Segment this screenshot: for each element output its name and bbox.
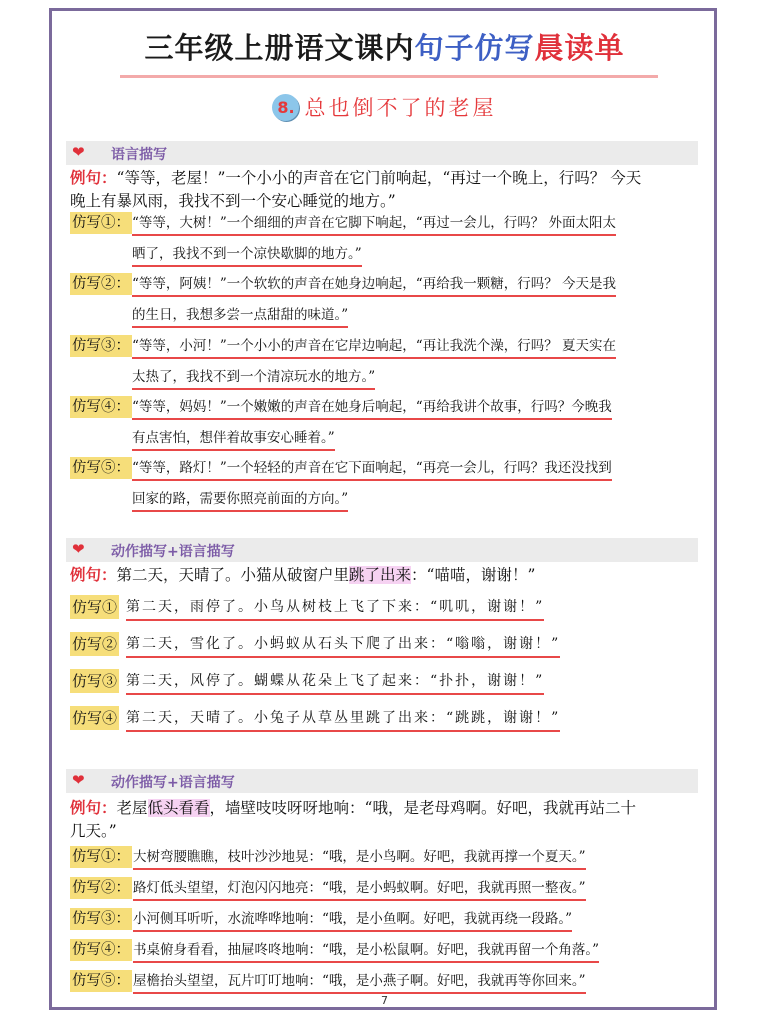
section-heading-1: ❤ 语言描写 bbox=[66, 141, 698, 165]
section-heading-3: ❤ 动作描写+语言描写 bbox=[66, 769, 698, 793]
highlighted-phrase: 低头看看 bbox=[147, 799, 210, 817]
lesson-heading bbox=[0, 92, 769, 122]
lesson-number-badge: 8. bbox=[272, 94, 299, 121]
heart-icon: ❤ bbox=[72, 540, 85, 558]
example-sentence-3: 例句：老屋低头看看，墙壁吱吱呀呀地响：“哦，是老母鸡啊。好吧，我就再站二十 几天。” bbox=[70, 798, 636, 840]
example-sentence-2: 例句：第二天，天晴了。小猫从破窗户里跳了出来：“喵喵，谢谢！” bbox=[70, 565, 536, 584]
highlighted-phrase: 跳了出来 bbox=[349, 566, 412, 584]
heart-icon: ❤ bbox=[72, 771, 85, 789]
example-sentence-1: 例句：“等等，老屋！”一个小小的声音在它门前响起，“再过一个晚上，行吗？ 今天 晚上有暴风雨，我找不到一个安心睡觉的地方。” bbox=[70, 168, 642, 210]
section-heading-2: ❤ 动作描写+语言描写 bbox=[66, 538, 698, 562]
page-number: 7 bbox=[381, 994, 388, 1007]
title-divider bbox=[120, 75, 658, 78]
page-title: 三年级上册语文课内句子仿写晨读单 bbox=[144, 31, 625, 65]
lesson-title: 总也倒不了的老屋 bbox=[304, 96, 497, 120]
heart-icon: ❤ bbox=[72, 143, 85, 161]
